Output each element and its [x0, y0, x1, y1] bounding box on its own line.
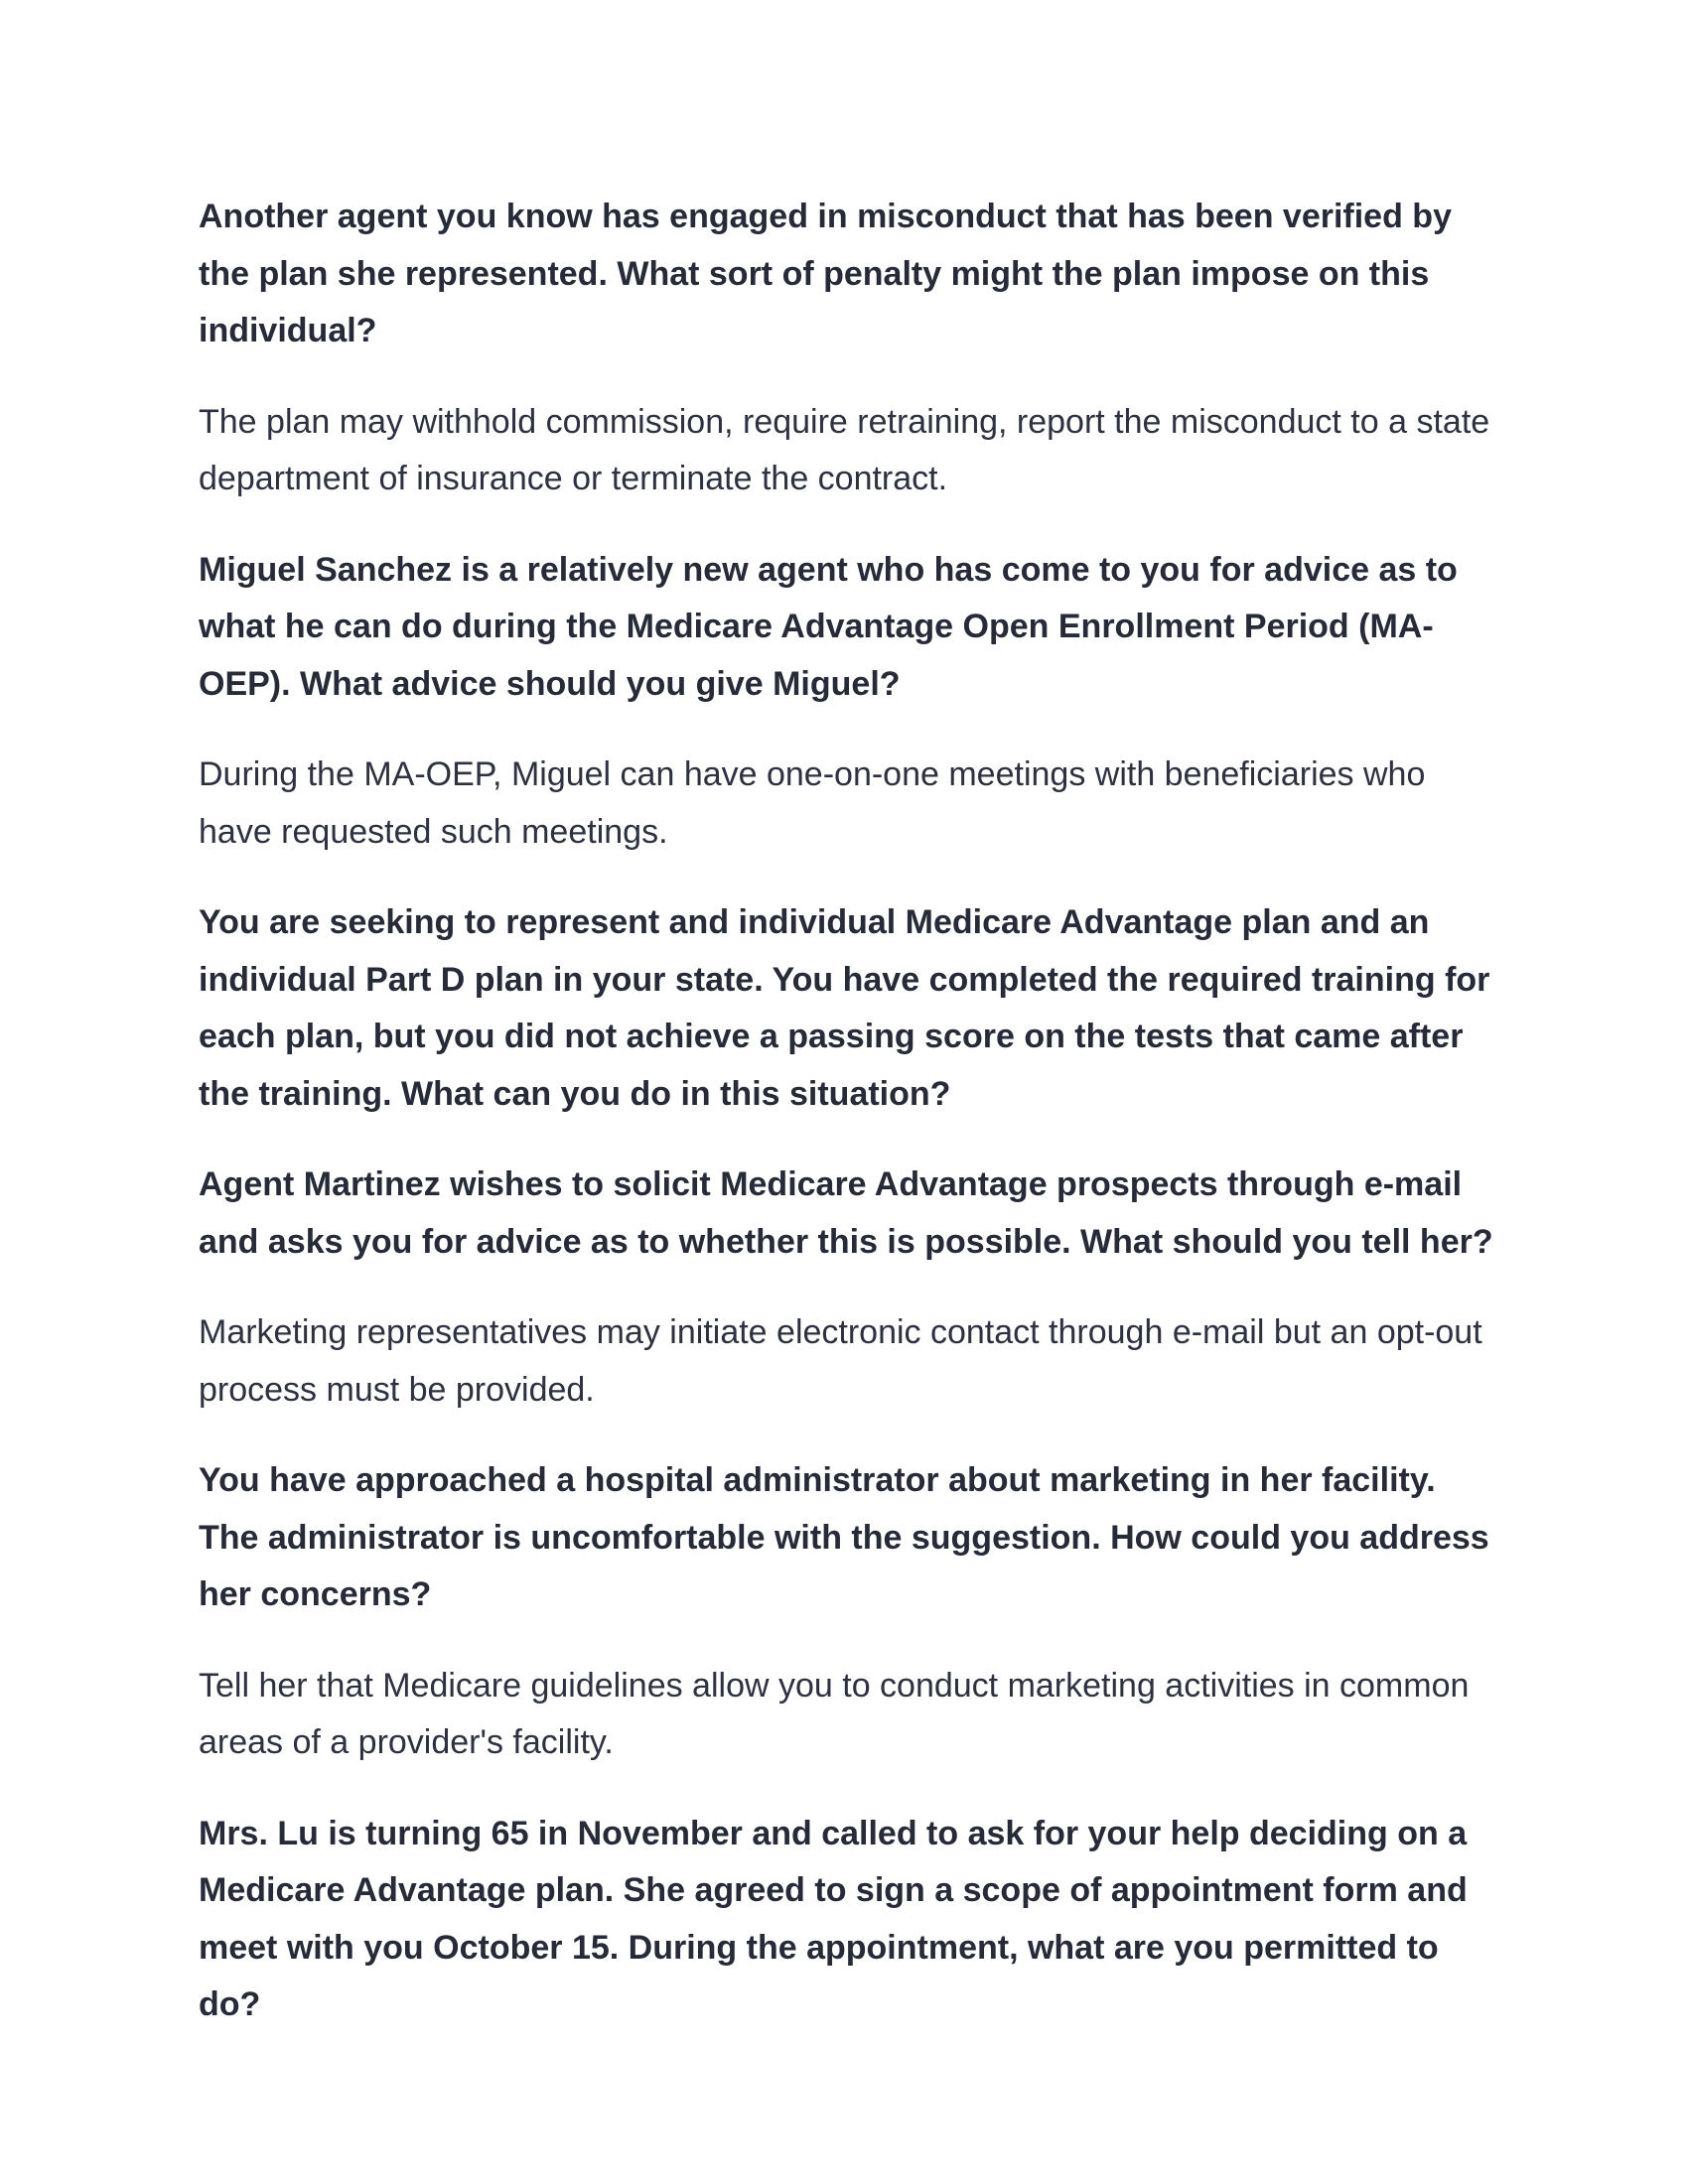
question-3: You are seeking to represent and individual Medicare Advantage plan and an individual Part D plan in your state. You have completed the required training for each plan, but you did not achieve a passing score on the tests that came after the training. What can you do in this situation?	[199, 903, 1490, 1113]
qa-list	[199, 189, 1499, 2068]
answer-5: Tell her that Medicare guidelines allow you to conduct marketing activities in common areas of a provider's facility.	[199, 1666, 1470, 1761]
question-6: Mrs. Lu is turning 65 in November and called to ask for your help deciding on a Medicare Advantage plan. She agreed to sign a scope of appointment form and meet with you October 15. During the appointment, what are you permitted to do?	[199, 1814, 1468, 2023]
question-4: Agent Martinez wishes to solicit Medicare Advantage prospects through e-mail and asks you for advice as to whether this is possible. What should you tell her?	[199, 1165, 1493, 1261]
answer-2: During the MA-OEP, Miguel can have one-on-one meetings with beneficiaries who have requested such meetings.	[199, 755, 1426, 851]
question-1: Another agent you know has engaged in misconduct that has been verified by the plan she represented. What sort of penalty might the plan impose on this individual?	[199, 198, 1452, 349]
answer-1: The plan may withhold commission, require retraining, report the misconduct to a state department of insurance or terminate the contract.	[199, 402, 1490, 497]
question-5: You have approached a hospital administrator about marketing in her facility. The administrator is uncomfortable with the suggestion. How could you address her concerns?	[199, 1461, 1489, 1613]
question-2: Miguel Sanchez is a relatively new agent who has come to you for advice as to what he can do during the Medicare Advantage Open Enrollment Period (MA-OEP). What advice should you give Miguel?	[199, 550, 1458, 703]
answer-4: Marketing representatives may initiate electronic contact through e-mail but an opt-out process must be provided.	[199, 1313, 1482, 1409]
